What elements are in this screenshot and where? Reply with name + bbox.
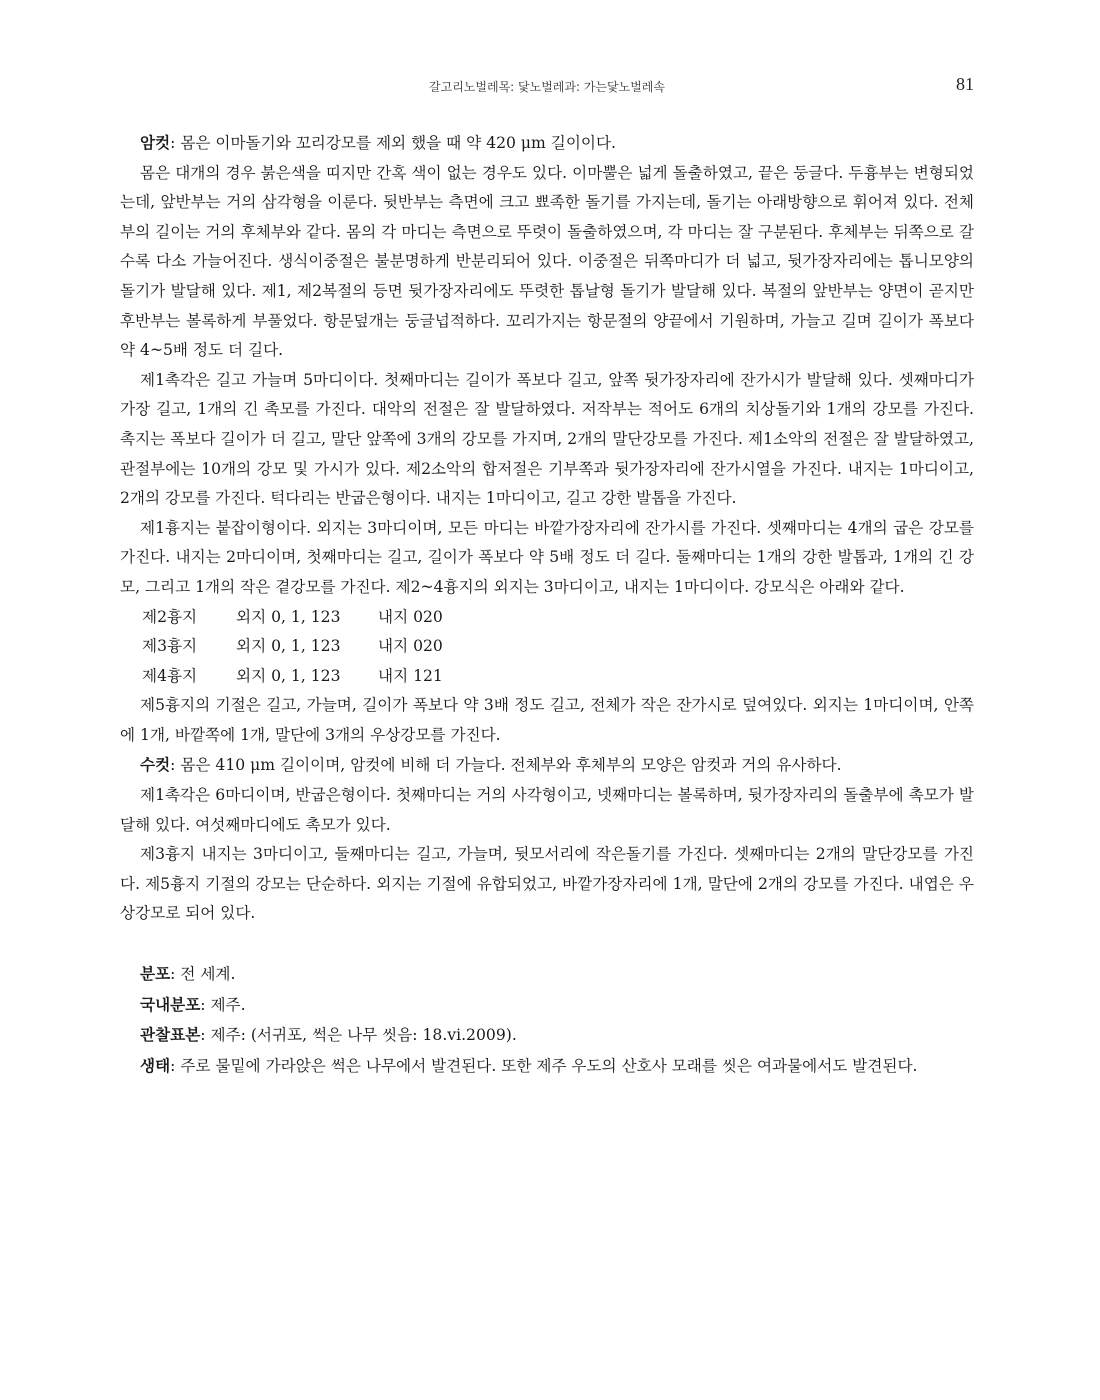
- section-gap: [120, 929, 974, 959]
- page-number: 81: [956, 74, 974, 94]
- header-title: 갈고리노벌레목: 닻노벌레과: 가는닻노벌레속: [429, 80, 665, 94]
- material-text: : 제주: (서귀포, 썩은 나무 씻음: 18.vi.2009).: [200, 1026, 517, 1045]
- ecology-label: 생태: [140, 1055, 171, 1075]
- leg-name: 제3흉지: [142, 637, 198, 656]
- endopod-formula: 내지 121: [378, 666, 443, 685]
- leg-name: 제4흉지: [142, 666, 198, 685]
- male-intro-text: : 몸은 410 μm 길이이며, 암컷에 비해 더 가늘다. 전체부와 후체부의 모양은 암컷과 거의 유사하다.: [170, 756, 842, 775]
- korea-distribution: [120, 990, 974, 1021]
- setal-row: [120, 662, 974, 692]
- endopod-formula: 내지 020: [378, 607, 443, 626]
- female-legs: 제1흉지는 붙잡이형이다. 외지는 3마디이며, 모든 마디는 바깥가장자리에 잔가시를 가진다. 셋째마디는 4개의 굽은 강모를 가진다. 내지는 2마디이며, 첫째마디는 길고, 길이가 폭보다 약 5배 정도 더 길다. 둘째마디는 1개의 강한 발톱과, 1개의 긴 강모, 그리고 1개의 작은 곁강모를 가진다. 제2~4흉지의 외지는 3마디이고, 내지는 1마디이다. 강모식은 아래와 같다.: [120, 518, 974, 596]
- female-leg5: 제5흉지의 기절은 길고, 가늘며, 길이가 폭보다 약 3배 정도 길고, 전체가 작은 잔가시로 덮여있다. 외지는 1마디이며, 안쪽에 1개, 바깥쪽에 1개, 말단에 3개의 우상강모를 가진다.: [120, 696, 974, 744]
- female-description: 몸은 대개의 경우 붉은색을 띠지만 간혹 색이 없는 경우도 있다. 이마뿔은 넓게 돌출하였고, 끝은 둥글다. 두흉부는 변형되었는데, 앞반부는 거의 삼각형을 이룬다. 뒷반부는 측면에 크고 뾰족한 돌기를 가지는데, 돌기는 아래방향으로 휘어져 있다. 전체부의 길이는 거의 후체부와 같다. 몸의 각 마디는 측면으로 뚜렷이 돌출하였으며, 각 마디는 잘 구분된다. 후체부는 뒤쪽으로 갈수록 다소 가늘어진다. 생식이중절은 불분명하게 반분리되어 있다. 이중절은 뒤쪽마디가 더 넓고, 뒷가장자리에는 톱니모양의 돌기가 발달해 있다. 제1, 제2복절의 등면 뒷가장자리에도 뚜렷한 톱날형 돌기가 발달해 있다. 복절의 앞반부는 양면이 곧지만 후반부는 볼록하게 부풀었다. 항문덮개는 둥글넙적하다. 꼬리가지는 항문절의 양끝에서 기원하며, 가늘고 길며 길이가 폭보다 약 4~5배 정도 더 길다.: [120, 163, 974, 360]
- female-intro: [120, 128, 974, 159]
- male-intro: [120, 750, 974, 781]
- male-legs: 제3흉지 내지는 3마디이고, 둘째마디는 길고, 가늘며, 뒷모서리에 작은돌기를 가진다. 셋째마디는 2개의 말단강모를 가진다. 제5흉지 기절의 강모는 단순하다. 외지는 기절에 유합되었고, 바깥가장자리에 1개, 말단에 2개의 강모를 가진다. 내엽은 우상강모로 되어 있다.: [120, 845, 974, 923]
- setal-row: [120, 632, 974, 662]
- female-intro-text: : 몸은 이마돌기와 꼬리강모를 제외 했을 때 약 420 μm 길이이다.: [170, 134, 617, 152]
- male-label: 수컷: [140, 755, 171, 775]
- exopod-formula: 외지 0, 1, 123: [236, 607, 341, 626]
- ecology: [120, 1051, 974, 1082]
- endopod-formula: 내지 020: [378, 637, 443, 656]
- leg-name: 제2흉지: [142, 607, 198, 626]
- material-examined: [120, 1020, 974, 1051]
- setal-row: [120, 603, 974, 633]
- male-antenna: 제1촉각은 6마디이며, 반굽은형이다. 첫째마디는 거의 사각형이고, 넷째마디는 볼록하며, 뒷가장자리의 돌출부에 촉모가 발달해 있다. 여섯째마디에도 촉모가 있다.: [120, 786, 974, 834]
- korea-distribution-text: : 제주.: [200, 995, 246, 1014]
- korea-distribution-label: 국내분포: [140, 994, 201, 1014]
- distribution-label: 분포: [140, 964, 171, 984]
- exopod-formula: 외지 0, 1, 123: [236, 637, 341, 656]
- female-antenna: 제1촉각은 길고 가늘며 5마디이다. 첫째마디는 길이가 폭보다 길고, 앞쪽 뒷가장자리에 잔가시가 발달해 있다. 셋째마디가 가장 길고, 1개의 긴 촉모를 가진다. 대악의 전절은 잘 발달하였다. 저작부는 적어도 6개의 치상돌기와 1개의 강모를 가진다. 촉지는 폭보다 길이가 더 길고, 말단 앞쪽에 3개의 강모를 가지며, 2개의 말단강모를 가진다. 제1소악의 전절은 잘 발달하였고, 관절부에는 10개의 강모 및 가시가 있다. 제2소악의 합저절은 기부쪽과 뒷가장자리에 잔가시열을 가진다. 내지는 1마디이고, 2개의 강모를 가진다. 턱다리는 반굽은형이다. 내지는 1마디이고, 길고 강한 발톱을 가진다.: [120, 370, 974, 508]
- distribution-text: : 전 세계.: [170, 965, 236, 984]
- exopod-formula: 외지 0, 1, 123: [236, 666, 341, 685]
- document-body: [120, 128, 974, 1081]
- material-label: 관찰표본: [140, 1025, 201, 1045]
- distribution: [120, 959, 974, 990]
- ecology-text: : 주로 물밑에 가라앉은 썩은 나무에서 발견된다. 또한 제주 우도의 산호사 모래를 씻은 여과물에서도 발견된다.: [170, 1056, 918, 1075]
- female-label: 암컷: [140, 133, 171, 152]
- running-header: [120, 74, 974, 98]
